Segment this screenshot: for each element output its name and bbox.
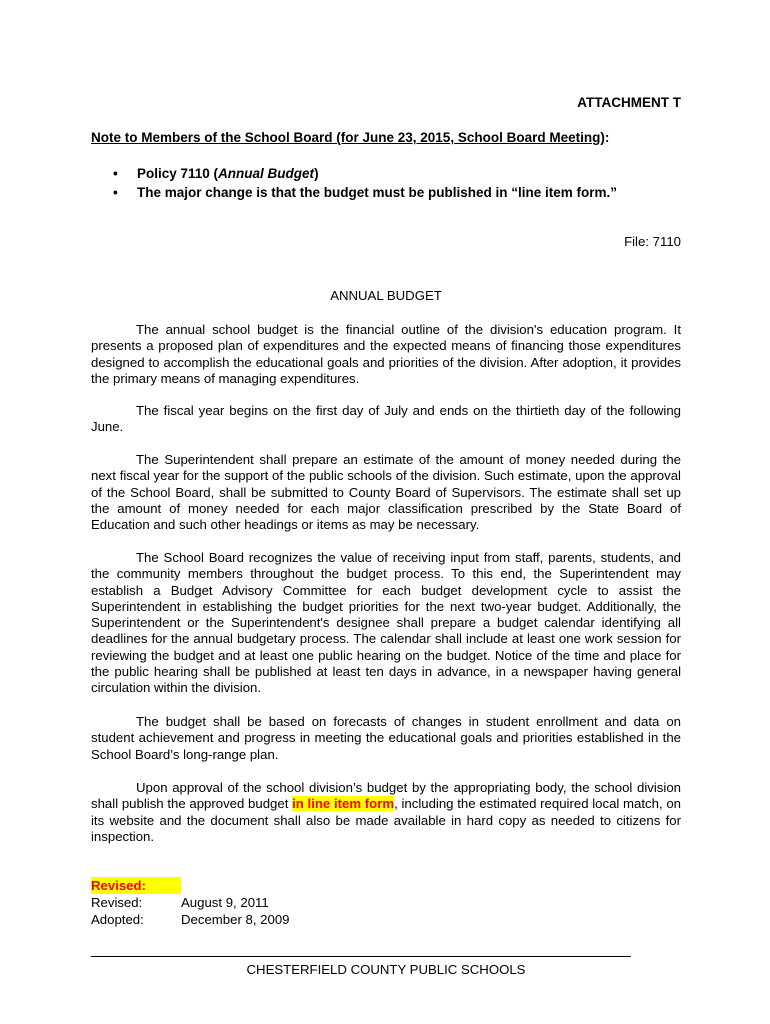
revised-new-row: [91, 877, 146, 894]
paragraph-forecasts-text: The budget shall be based on forecasts of changes in student enrollment and data on student achievement and progress in meeting the educational goals and priorities established in the School Board’s long-range plan.: [91, 714, 681, 762]
board-note: [91, 130, 609, 145]
adopted-row: [91, 911, 290, 928]
file-number: File: 7110: [624, 234, 681, 249]
adopted-label: Adopted:: [91, 912, 144, 927]
paragraph-publication-before: Upon approval of the school division’s budget by the appropriating body, the school division shall publish the approved budget: [91, 780, 681, 812]
paragraph-purpose: [91, 322, 681, 387]
revised-label: Revised:: [91, 895, 143, 910]
bullet-change-text: The major change is that the budget must be published in “line item form.”: [137, 185, 618, 200]
paragraph-fiscal-year: [91, 403, 681, 436]
bullet-policy-prefix: Policy 7110 (: [137, 166, 219, 181]
paragraph-input: [91, 550, 681, 697]
paragraph-input-text: The School Board recognizes the value of receiving input from staff, parents, students, and the community members throughout the budget process. To this end, the Superintendent may establish a Budget Advisory Committee for each budget development cycle to assist the Superintendent in establishing the budget priorities for the next two-year budget. Additionally, the Superintendent or the Superintendent's designee shall prepare a budget calendar identifying all deadlines for the annual budgetary process. The calendar shall include at least one work session for reviewing the budget and at least one public hearing on the budget. Notice of the time and place for the public hearing shall be published at least ten days in advance, in a newspaper having general circulation within the division.: [91, 550, 681, 696]
bullet-icon: •: [113, 166, 118, 181]
bullet-icon: •: [113, 185, 118, 200]
board-note-colon: :: [604, 130, 610, 145]
document-page: [91, 0, 681, 1024]
bullet-item-change: [91, 183, 617, 202]
attachment-label: ATTACHMENT T: [577, 95, 681, 110]
paragraph-fiscal-year-text: The fiscal year begins on the first day of July and ends on the thirtieth day of the following June.: [91, 403, 681, 435]
revised-row: [91, 894, 269, 911]
paragraph-forecasts: [91, 714, 681, 763]
bullet-policy-suffix: ): [314, 166, 319, 181]
footer-divider: [91, 956, 631, 957]
paragraph-purpose-text: The annual school budget is the financial outline of the division's education program. It presents a proposed plan of expenditures and the expected means of financing those expenditures designed to accomplish the educational goals and priorities of the division. After adoption, it provides the primary means of managing expenditures.: [91, 322, 681, 386]
board-note-text: Note to Members of the School Board (for June 23, 2015, School Board Meeting): [91, 130, 605, 145]
policy-title: ANNUAL BUDGET: [330, 288, 442, 303]
paragraph-publication: [91, 780, 681, 845]
revised-new-label: Revised:: [91, 878, 146, 893]
paragraph-estimate-text: The Superintendent shall prepare an estimate of the amount of money needed during the next fiscal year for the support of the public schools of the division. Such estimate, upon the approval of the School Board, shall be submitted to County Board of Supervisors. The estimate shall set up the amount of money needed for each major classification prescribed by the State Board of Education and such other headings or items as may be necessary.: [91, 452, 681, 533]
paragraph-estimate: [91, 452, 681, 533]
adopted-date: December 8, 2009: [181, 912, 290, 927]
bullet-item-policy: [91, 164, 617, 183]
highlighted-phrase: in line item form: [292, 796, 395, 812]
footer-organization: CHESTERFIELD COUNTY PUBLIC SCHOOLS: [246, 962, 526, 977]
note-bullet-list: [91, 164, 617, 202]
paragraph-publication-after: , including the estimated required local match, on its website and the document shall also be made available in hard copy as needed to citizens for inspection.: [91, 796, 682, 844]
revised-date: August 9, 2011: [181, 895, 269, 910]
bullet-policy-italic: Annual Budget: [218, 166, 315, 181]
